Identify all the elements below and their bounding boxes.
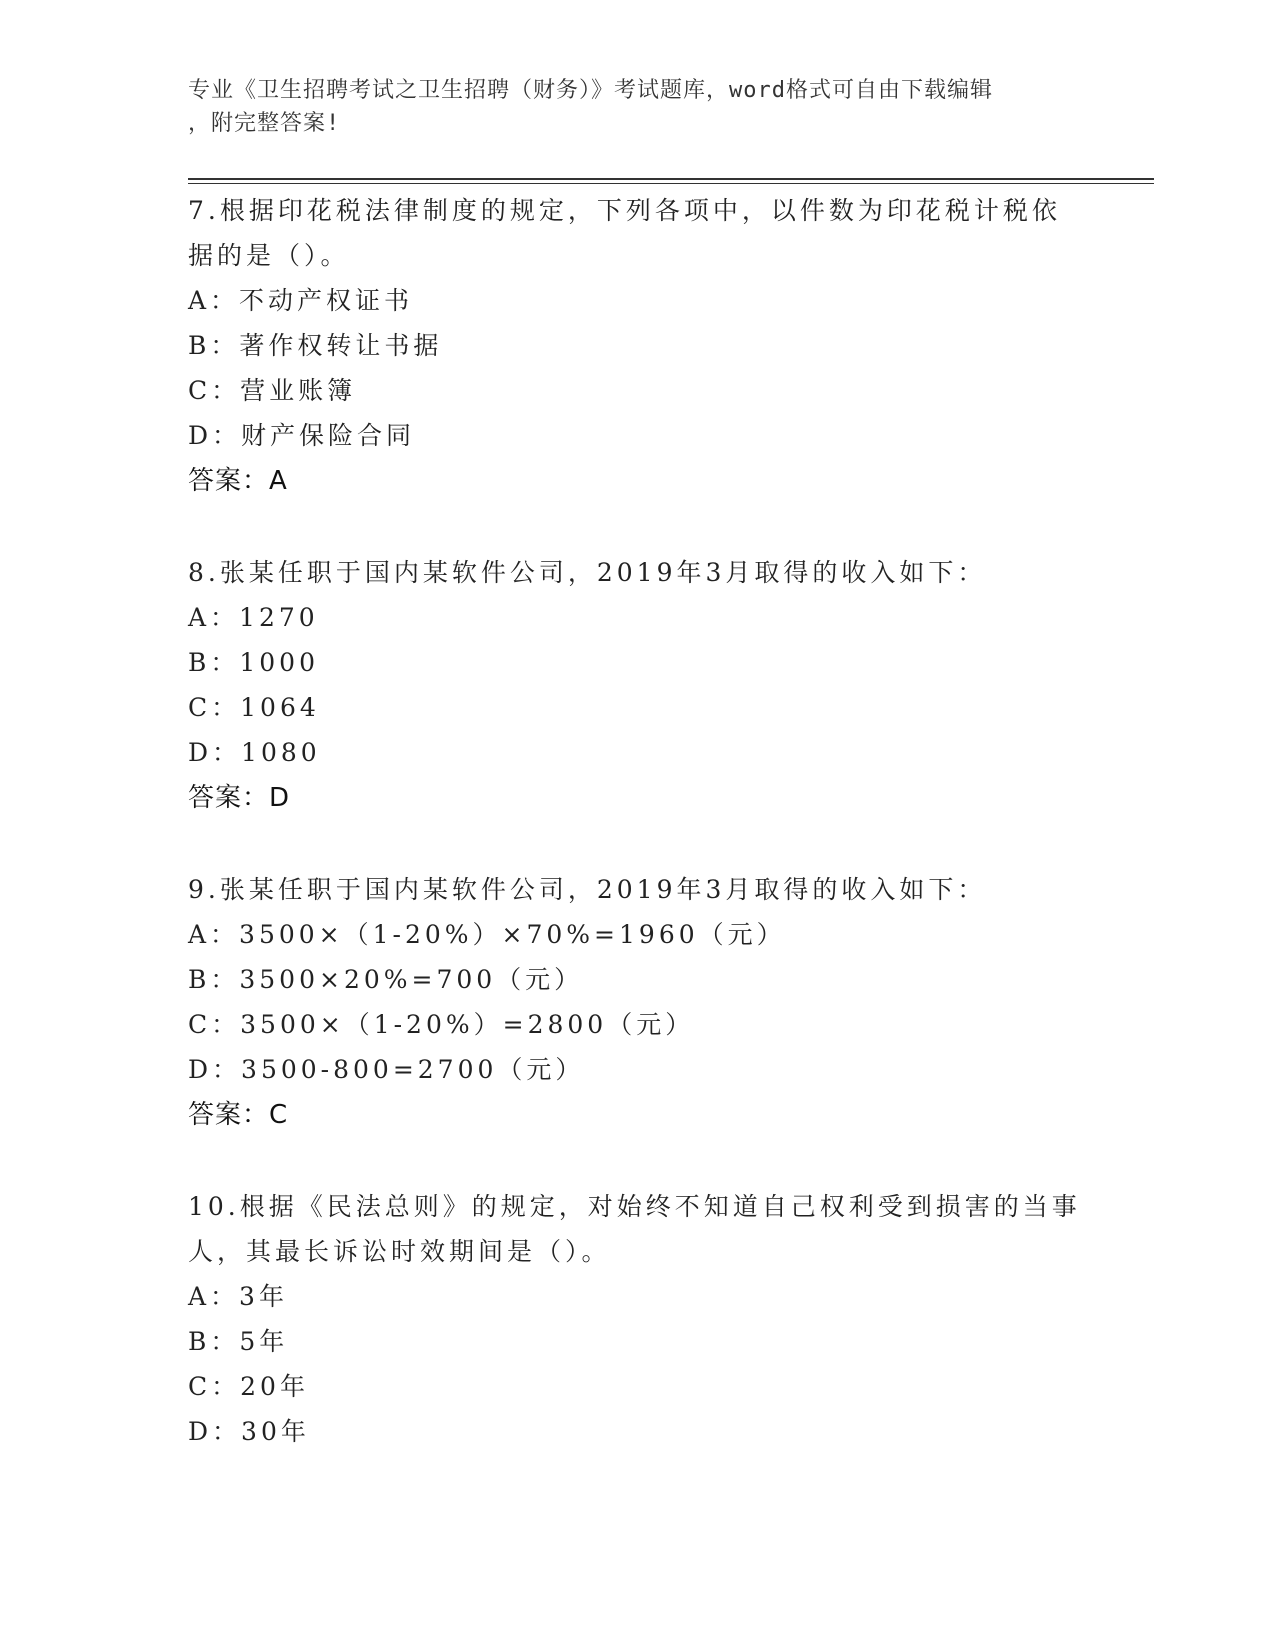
header-intro-line2: ，附完整答案! — [188, 111, 341, 136]
question-stem: 8.张某任职于国内某软件公司，2019年3月取得的收入如下： — [188, 558, 987, 587]
header-intro-line1: 专业《卫生招聘考试之卫生招聘（财务）》考试题库，word格式可自由下载编辑 — [188, 78, 993, 103]
question-8 — [188, 550, 1088, 821]
option-a: A：3年 — [188, 1282, 288, 1311]
option-a: A：1270 — [188, 603, 319, 632]
option-b: B：著作权转让书据 — [188, 331, 443, 360]
document-header — [188, 74, 1088, 140]
option-c: C：营业账簿 — [188, 376, 357, 405]
option-b: B：1000 — [188, 648, 319, 677]
option-b: B：3500×20%=700（元） — [188, 965, 584, 994]
option-a: A：不动产权证书 — [188, 286, 414, 315]
header-rule-thick — [188, 178, 1154, 180]
option-d: D：30年 — [188, 1417, 310, 1446]
option-a: A：3500×（1-20%）×70%=1960（元） — [188, 920, 786, 949]
question-10 — [188, 1184, 1088, 1454]
question-stem: 9.张某任职于国内某软件公司，2019年3月取得的收入如下： — [188, 875, 987, 904]
question-9 — [188, 867, 1088, 1138]
question-list — [188, 188, 1088, 1500]
answer-line: 答案：D — [188, 783, 291, 813]
option-b: B：5年 — [188, 1327, 289, 1356]
question-stem: 10.根据《民法总则》的规定，对始终不知道自己权利受到损害的当事人，其最长诉讼时效期间是（）。 — [188, 1192, 1081, 1266]
option-d: D：1080 — [188, 738, 321, 767]
answer-line: 答案：C — [188, 1100, 289, 1130]
option-c: C：3500×（1-20%）=2800（元） — [188, 1010, 695, 1039]
question-7 — [188, 188, 1088, 504]
header-rule-thin — [188, 183, 1154, 184]
option-c: C：20年 — [188, 1372, 309, 1401]
answer-line: 答案：A — [188, 466, 288, 496]
question-stem: 7.根据印花税法律制度的规定，下列各项中，以件数为印花税计税依据的是（）。 — [188, 196, 1061, 270]
option-d: D：财产保险合同 — [188, 421, 416, 450]
option-c: C：1064 — [188, 693, 320, 722]
option-d: D：3500-800=2700（元） — [188, 1055, 585, 1084]
